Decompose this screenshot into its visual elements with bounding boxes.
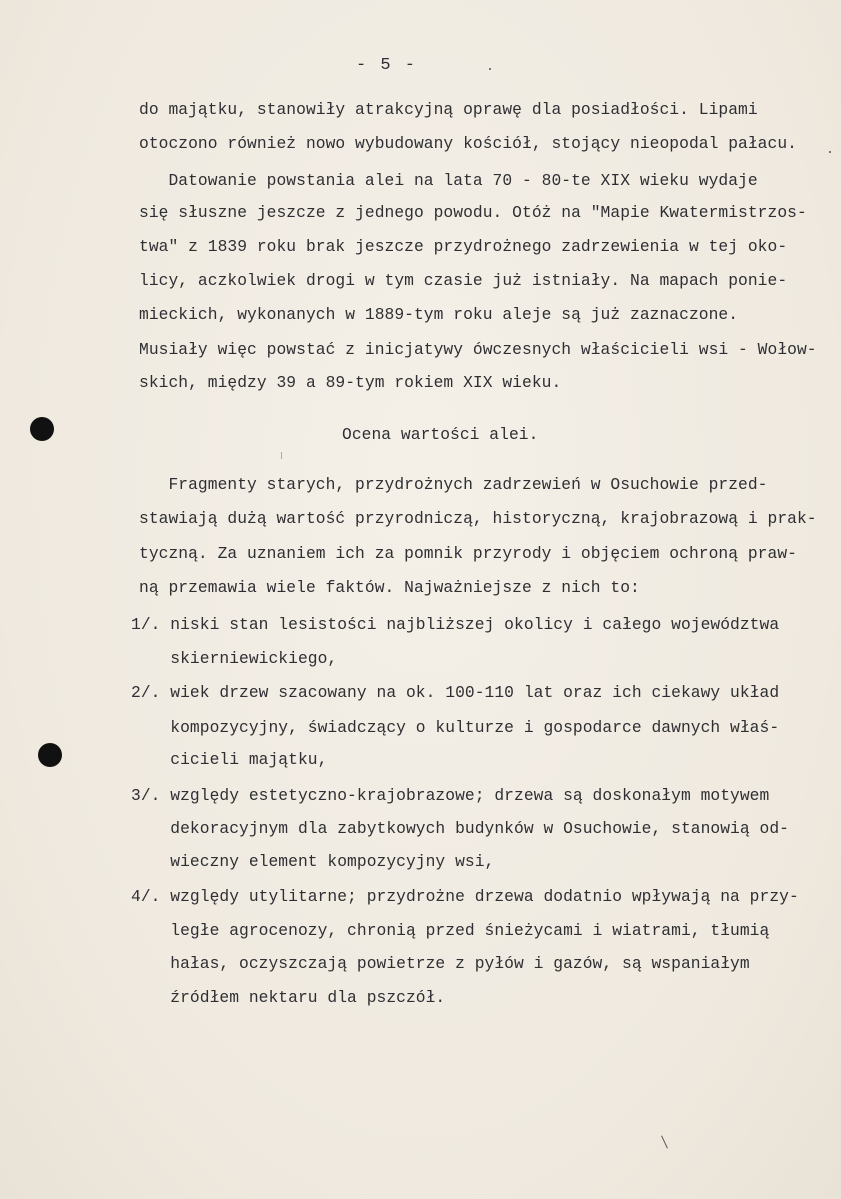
list-item-continuation: źródłem nektaru dla pszczół.	[131, 988, 446, 1007]
text-line: Musiały więc powstać z inicjatywy ówczesnych właścicieli wsi - Wołow-	[139, 340, 817, 359]
text-line: licy, aczkolwiek drogi w tym czasie już istniały. Na mapach ponie-	[139, 271, 788, 290]
list-item: 3/. względy estetyczno-krajobrazowe; drzewa są doskonałym motywem	[131, 786, 770, 805]
text-line: skich, między 39 a 89-tym rokiem XIX wieku.	[139, 373, 562, 392]
list-item-continuation: hałas, oczyszczają powietrze z pyłów i gazów, są wspaniałym	[131, 954, 750, 973]
punch-hole-bottom	[38, 743, 62, 767]
text-line: otoczono również nowo wybudowany kościół, stojący nieopodal pałacu.	[139, 134, 797, 153]
list-item: 4/. względy utylitarne; przydrożne drzewa dodatnio wpływają na przy-	[131, 887, 799, 906]
text-line: się słuszne jeszcze z jednego powodu. Otóż na "Mapie Kwatermistrzos-	[139, 203, 807, 222]
section-heading: Ocena wartości alei.	[342, 425, 539, 444]
list-item-continuation: dekoracyjnym dla zabytkowych budynków w Osuchowie, stanowią od-	[131, 819, 789, 838]
paper-speck	[661, 1135, 668, 1148]
page-number: - 5 -	[356, 56, 418, 75]
list-item: 1/. niski stan lesistości najbliższej okolicy i całego województwa	[131, 615, 780, 634]
punch-hole-top	[30, 417, 54, 441]
list-item-continuation: skierniewickiego,	[131, 649, 338, 668]
text-line: tyczną. Za uznaniem ich za pomnik przyrody i objęciem ochroną praw-	[139, 544, 797, 563]
paper-speck	[281, 452, 282, 459]
paper-speck	[489, 68, 491, 70]
list-item-continuation: ległe agrocenozy, chronią przed śnieżycami i wiatrami, tłumią	[131, 921, 770, 940]
list-item-continuation: wieczny element kompozycyjny wsi,	[131, 852, 495, 871]
list-item-continuation: cicieli majątku,	[131, 750, 328, 769]
text-line: Fragmenty starych, przydrożnych zadrzewień w Osuchowie przed-	[139, 475, 768, 494]
paper-speck	[829, 151, 831, 153]
text-line: Datowanie powstania alei na lata 70 - 80-te XIX wieku wydaje	[139, 171, 758, 190]
text-line: mieckich, wykonanych w 1889-tym roku aleje są już zaznaczone.	[139, 305, 739, 324]
list-item: 2/. wiek drzew szacowany na ok. 100-110 lat oraz ich ciekawy układ	[131, 683, 780, 702]
text-line: twa" z 1839 roku brak jeszcze przydrożnego zadrzewienia w tej oko-	[139, 237, 788, 256]
text-line: do majątku, stanowiły atrakcyjną oprawę dla posiadłości. Lipami	[139, 100, 758, 119]
text-line: ną przemawia wiele faktów. Najważniejsze z nich to:	[139, 578, 640, 597]
text-line: stawiają dużą wartość przyrodniczą, historyczną, krajobrazową i prak-	[139, 509, 817, 528]
list-item-continuation: kompozycyjny, świadczący o kulturze i gospodarce dawnych właś-	[131, 718, 780, 737]
